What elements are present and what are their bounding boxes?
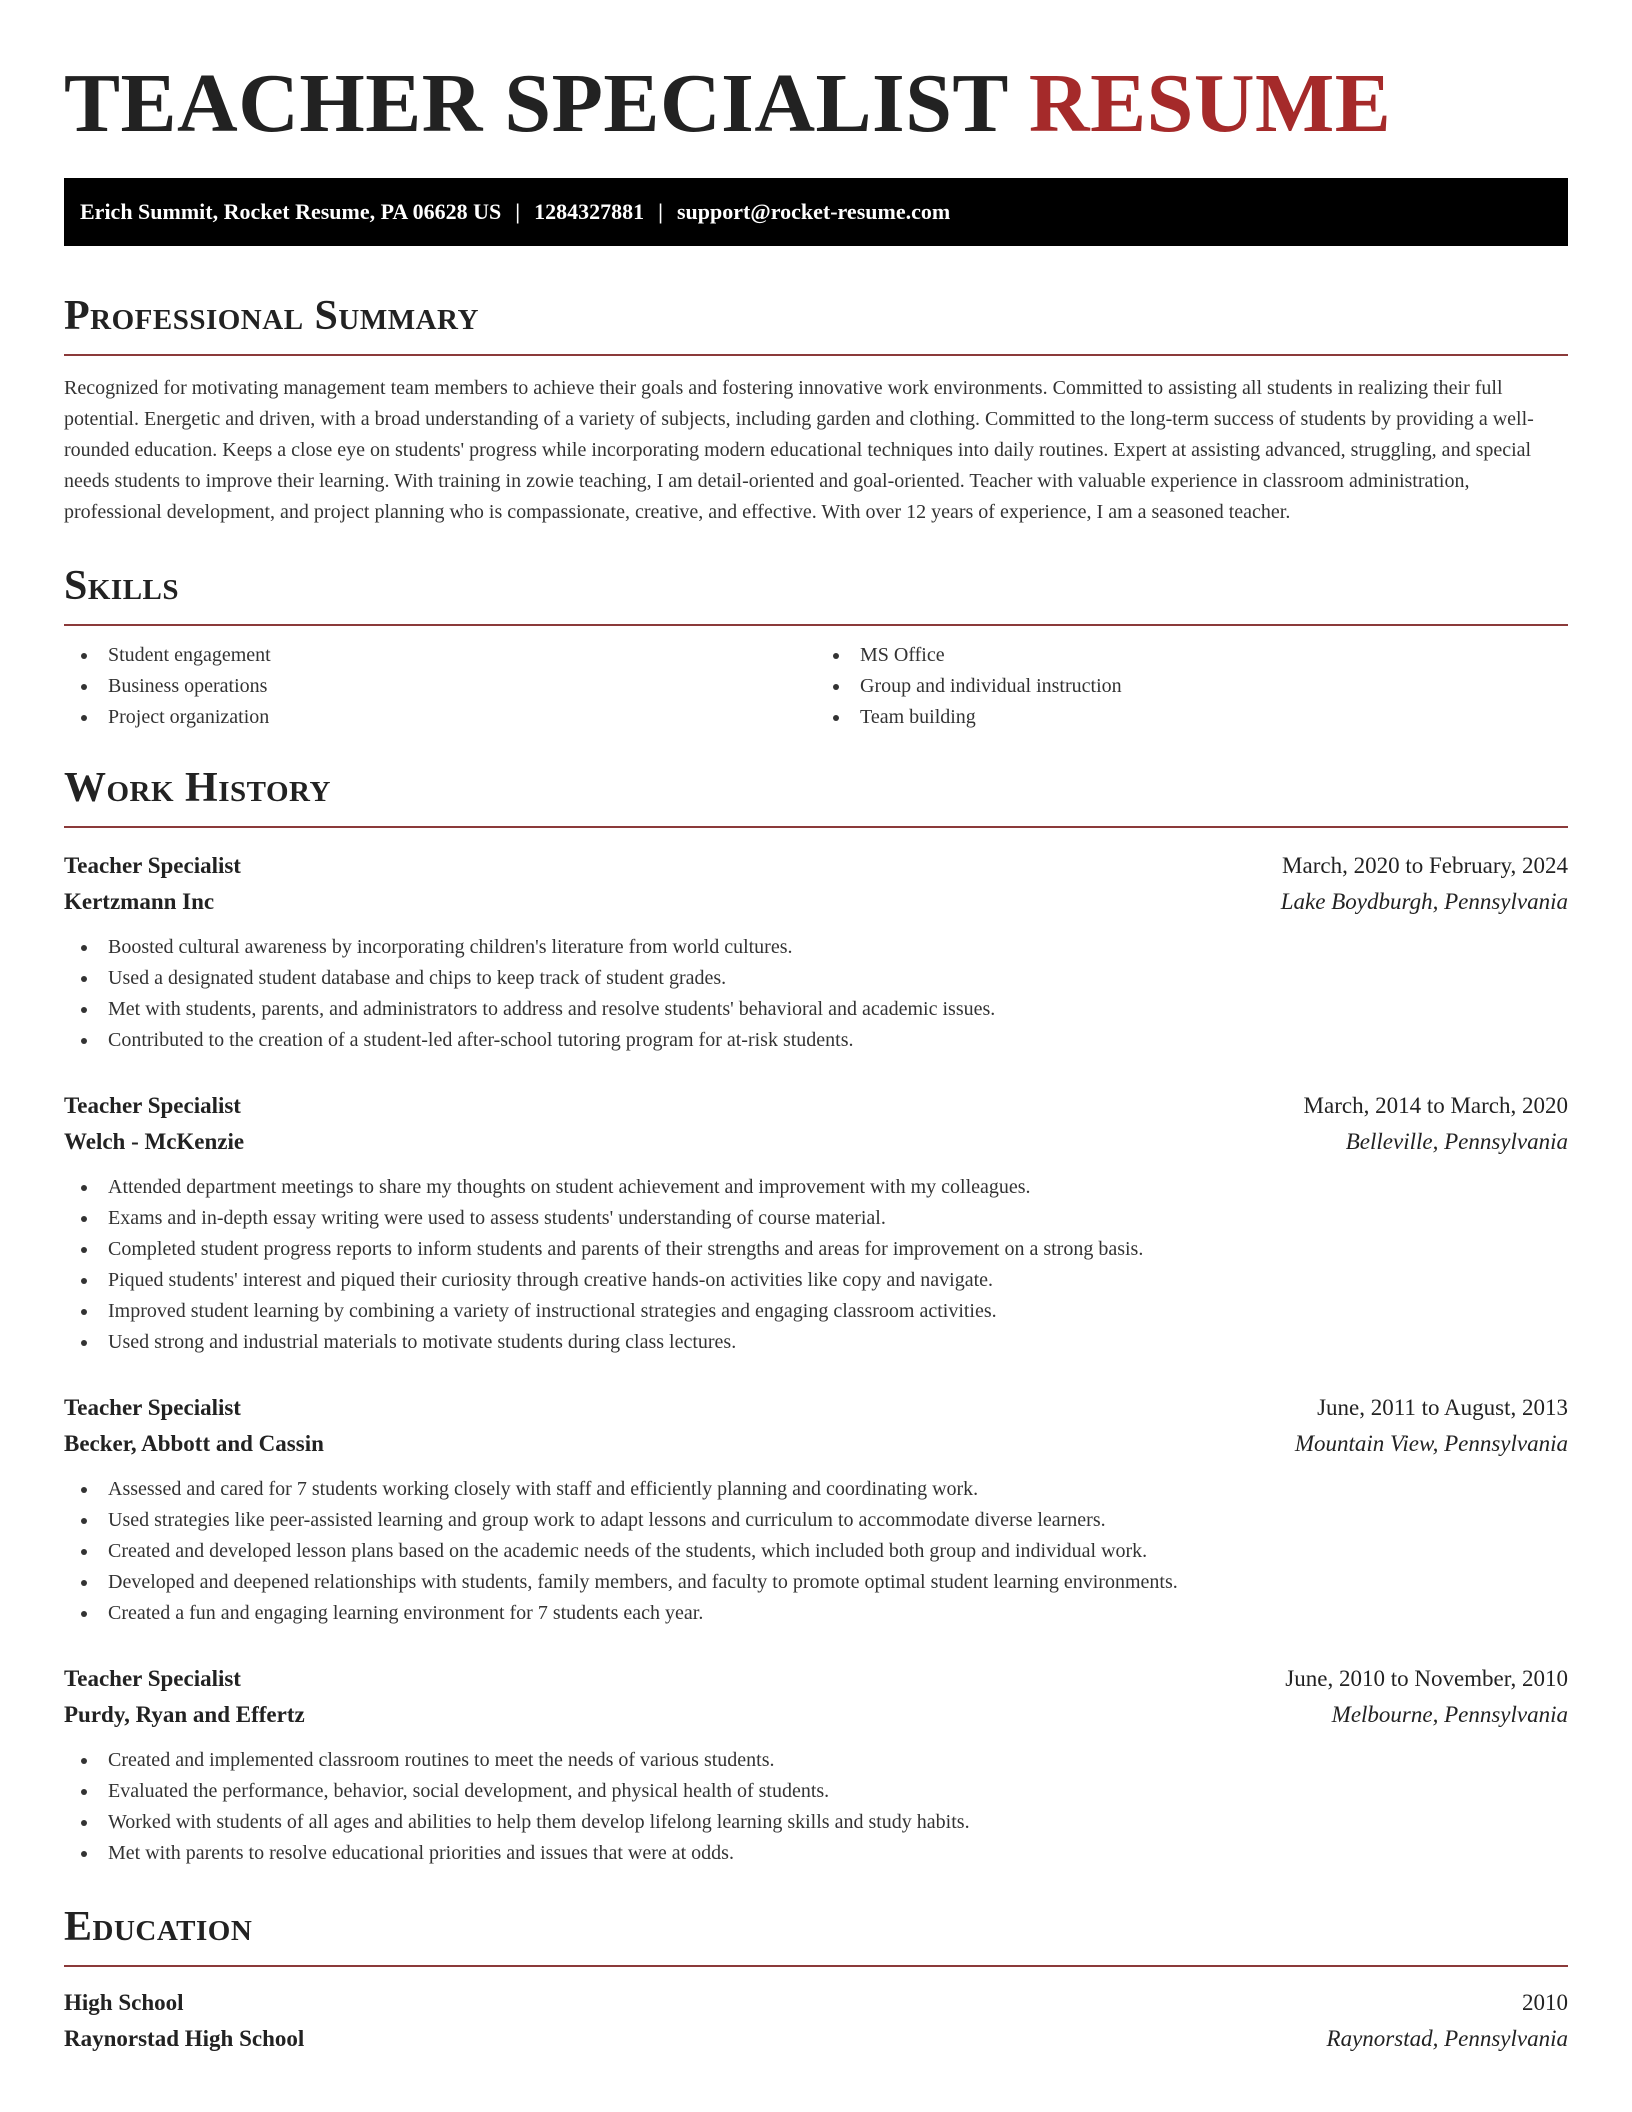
skills-heading: Skills: [64, 563, 180, 609]
skills-columns: [64, 640, 1568, 733]
job-location: Lake Boydburgh, Pennsylvania: [1280, 889, 1568, 914]
job-entry: [64, 848, 1568, 1056]
job-subheader: [64, 1124, 1568, 1160]
skills-section: [64, 562, 1568, 733]
contact-bar: [64, 178, 1568, 246]
job-dates: March, 2020 to February, 2024: [1282, 853, 1568, 878]
job-entry: [64, 1661, 1568, 1869]
summary-section: [64, 292, 1568, 528]
education-subheader: [64, 2021, 1568, 2057]
work-history-heading: Work History: [64, 765, 331, 811]
job-title: Teacher Specialist: [64, 1093, 241, 1118]
job-company: Welch - McKenzie: [64, 1129, 245, 1154]
job-duty: Assessed and cared for 7 students working closely with staff and efficiently planning and coordinating work.: [64, 1474, 1568, 1505]
job-duty: Met with students, parents, and administrators to address and resolve students' behavioral and academic issues.: [64, 994, 1568, 1025]
skill-item: Project organization: [64, 702, 816, 733]
job-duty: Developed and deepened relationships with students, family members, and faculty to promote optimal student learning environments.: [64, 1567, 1568, 1598]
skills-column-right: [816, 640, 1568, 733]
job-duties: [64, 1172, 1568, 1358]
education-school: Raynorstad High School: [64, 2026, 305, 2051]
education-header: [64, 1985, 1568, 2021]
contact-address: Erich Summit, Rocket Resume, PA 06628 US: [80, 199, 502, 224]
resume-title: [64, 0, 1568, 152]
contact-separator: |: [515, 199, 521, 224]
job-duty: Met with parents to resolve educational priorities and issues that were at odds.: [64, 1838, 1568, 1869]
summary-text: Recognized for motivating management team members to achieve their goals and fostering innovative work environments. Committed to assisting all students in realizing their full potential. Energetic and driven, with a broad understanding of a variety of subjects, including garden and clothing. Committed to the long-term success of students by providing a well-rounded education. Keeps a close eye on students' progress while incorporating modern educational techniques into daily routines. Expert at assisting advanced, struggling, and special needs students to improve their learning. With training in zowie teaching, I am detail-oriented and goal-oriented. Teacher with valuable experience in classroom administration, professional development, and project planning who is compassionate, creative, and effective. With over 12 years of experience, I am a seasoned teacher.: [64, 377, 1534, 523]
job-company: Becker, Abbott and Cassin: [64, 1431, 324, 1456]
section-divider: [64, 826, 1568, 828]
job-duty: Evaluated the performance, behavior, social development, and physical health of students.: [64, 1776, 1568, 1807]
job-duty: Created and developed lesson plans based on the academic needs of the students, which included both group and individual work.: [64, 1536, 1568, 1567]
education-entry: [64, 1985, 1568, 2057]
job-duty: Contributed to the creation of a student-led after-school tutoring program for at-risk students.: [64, 1025, 1568, 1056]
job-subheader: [64, 1697, 1568, 1733]
skill-item: Team building: [816, 702, 1568, 733]
job-duty: Used a designated student database and chips to keep track of student grades.: [64, 963, 1568, 994]
job-company: Kertzmann Inc: [64, 889, 215, 914]
education-degree: High School: [64, 1990, 184, 2015]
job-dates: June, 2011 to August, 2013: [1317, 1395, 1568, 1420]
education-heading: Education: [64, 1904, 253, 1950]
education-year: 2010: [1522, 1990, 1568, 2015]
job-duty: Used strong and industrial materials to motivate students during class lectures.: [64, 1327, 1568, 1358]
skill-item: Group and individual instruction: [816, 671, 1568, 702]
skill-item: Business operations: [64, 671, 816, 702]
job-duty: Worked with students of all ages and abilities to help them develop lifelong learning skills and study habits.: [64, 1807, 1568, 1838]
skills-column-left: [64, 640, 816, 733]
job-entry: [64, 1390, 1568, 1629]
job-company: Purdy, Ryan and Effertz: [64, 1702, 305, 1727]
job-header: [64, 1390, 1568, 1426]
job-dates: March, 2014 to March, 2020: [1303, 1093, 1568, 1118]
contact-phone: 1284327881: [534, 199, 645, 224]
job-header: [64, 1661, 1568, 1697]
job-header: [64, 1088, 1568, 1124]
job-duties: [64, 1474, 1568, 1629]
job-dates: June, 2010 to November, 2010: [1285, 1666, 1568, 1691]
work-history-section: [64, 764, 1568, 1869]
job-location: Belleville, Pennsylvania: [1345, 1129, 1568, 1154]
job-location: Melbourne, Pennsylvania: [1331, 1702, 1568, 1727]
resume-title-accent: RESUME: [1028, 57, 1392, 150]
job-duty: Created a fun and engaging learning environment for 7 students each year.: [64, 1598, 1568, 1629]
job-location: Mountain View, Pennsylvania: [1294, 1431, 1568, 1456]
job-title: Teacher Specialist: [64, 853, 241, 878]
job-title: Teacher Specialist: [64, 1666, 241, 1691]
skill-item: Student engagement: [64, 640, 816, 671]
skill-item: MS Office: [816, 640, 1568, 671]
contact-separator: |: [658, 199, 663, 224]
summary-heading: Professional Summary: [64, 293, 479, 339]
job-duty: Piqued students' interest and piqued their curiosity through creative hands-on activities like copy and navigate.: [64, 1265, 1568, 1296]
job-duty: Used strategies like peer-assisted learning and group work to adapt lessons and curriculum to accommodate diverse learners.: [64, 1505, 1568, 1536]
job-duties: [64, 1745, 1568, 1869]
job-subheader: [64, 1426, 1568, 1462]
job-title: Teacher Specialist: [64, 1395, 241, 1420]
contact-email: support@rocket-resume.com: [676, 199, 951, 224]
job-duties: [64, 932, 1568, 1056]
section-divider: [64, 354, 1568, 356]
education-location: Raynorstad, Pennsylvania: [1326, 2026, 1568, 2051]
job-subheader: [64, 884, 1568, 920]
section-divider: [64, 1965, 1568, 1967]
section-divider: [64, 624, 1568, 626]
job-duty: Exams and in-depth essay writing were used to assess students' understanding of course material.: [64, 1203, 1568, 1234]
job-header: [64, 848, 1568, 884]
job-duty: Completed student progress reports to inform students and parents of their strengths and areas for improvement on a strong basis.: [64, 1234, 1568, 1265]
job-duty: Improved student learning by combining a variety of instructional strategies and engaging classroom activities.: [64, 1296, 1568, 1327]
job-duty: Attended department meetings to share my thoughts on student achievement and improvement with my colleagues.: [64, 1172, 1568, 1203]
job-duty: Created and implemented classroom routines to meet the needs of various students.: [64, 1745, 1568, 1776]
job-duty: Boosted cultural awareness by incorporating children's literature from world cultures.: [64, 932, 1568, 963]
education-section: [64, 1903, 1568, 2057]
job-entry: [64, 1088, 1568, 1358]
resume-title-main: TEACHER SPECIALIST: [64, 57, 1008, 150]
